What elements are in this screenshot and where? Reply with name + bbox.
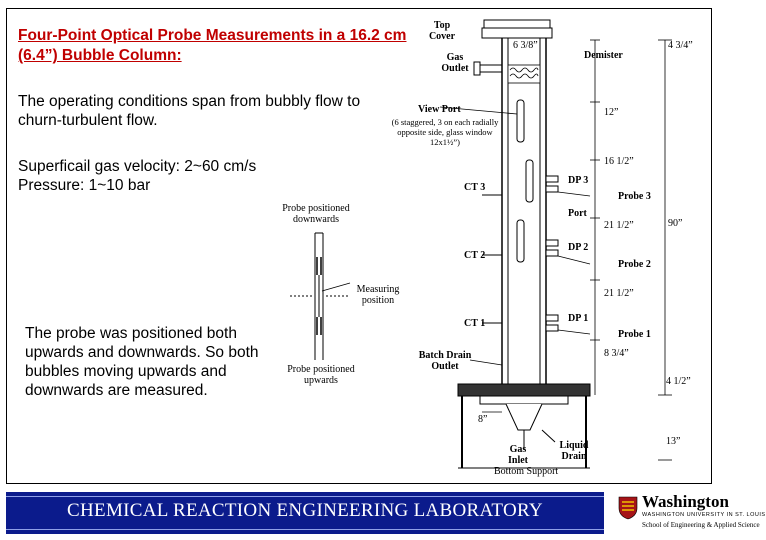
banner-rule-top (6, 496, 604, 497)
university-logo (614, 490, 766, 536)
dp2-label: DP 2 (568, 242, 589, 253)
batch-drain-label: Batch Drain Outlet (418, 350, 472, 372)
dp3-label: DP 3 (568, 175, 589, 186)
bottom-support-label: Bottom Support (494, 466, 559, 477)
probe1-label: Probe 1 (618, 329, 651, 340)
probe2-label: Probe 2 (618, 259, 651, 270)
dim-16-1-2: 16 1/2” (604, 156, 634, 167)
lab-name: CHEMICAL REACTION ENGINEERING LABORATORY (67, 500, 543, 521)
column-drawing (400, 10, 712, 480)
probe-downwards-label: Probe positioned downwards (282, 203, 350, 225)
university-subtitle: WASHINGTON UNIVERSITY IN ST. LOUIS (642, 512, 766, 518)
school-name: School of Engineering & Applied Science (642, 521, 760, 529)
dim-4-1-2: 4 1/2” (666, 376, 691, 387)
probe-upwards-label: Probe positioned upwards (287, 364, 355, 386)
operating-conditions-text: The operating conditions span from bubbly flow to churn-turbulent flow. (18, 93, 361, 129)
footer (4, 488, 766, 538)
dim-21-1-2-b: 21 1/2” (604, 288, 634, 299)
dim-8: 8” (478, 414, 488, 425)
gas-velocity-text: Superficail gas velocity: 2~60 cm/s (18, 158, 257, 175)
dp1-label: DP 1 (568, 313, 589, 324)
dim-21-1-2-a: 21 1/2” (604, 220, 634, 231)
gas-inlet-label: Gas Inlet (508, 444, 528, 466)
measuring-position-label: Measuring position (356, 284, 400, 306)
dim-90: 90” (668, 218, 683, 229)
dim-12: 12” (604, 107, 619, 118)
gas-outlet-label: Gas Outlet (441, 52, 469, 74)
dim-8-3-4: 8 3/4” (604, 348, 629, 359)
university-name: Washington (642, 492, 729, 511)
view-port-note: (6 staggered, 3 on each radially opposite side, glass window 12x1½”) (391, 117, 499, 147)
dim-6-3-8: 6 3/8” (513, 40, 538, 51)
slide-title: Four-Point Optical Probe Measurements in a 16.2 cm (6.4”) Bubble Column: (18, 27, 407, 64)
port-label: Port (568, 208, 587, 219)
top-cover-label: Top Cover (428, 20, 456, 42)
liquid-drain-label: Liquid Drain (559, 440, 589, 462)
ct3-label: CT 3 (464, 182, 486, 193)
pressure-text: Pressure: 1~10 bar (18, 177, 151, 194)
probe-position-text: The probe was positioned both upwards and downwards. So both bubbles moving upwards and downwards are measured. (25, 325, 259, 399)
shield-icon (618, 496, 638, 520)
dim-13: 13” (666, 436, 681, 447)
ct2-label: CT 2 (464, 250, 486, 261)
demister-label: Demister (584, 50, 623, 61)
probe3-label: Probe 3 (618, 191, 651, 202)
banner-rule-bottom (6, 529, 604, 530)
ct1-label: CT 1 (464, 318, 486, 329)
view-port-label: View Port (418, 104, 461, 115)
dim-4-3-4: 4 3/4” (668, 40, 693, 51)
